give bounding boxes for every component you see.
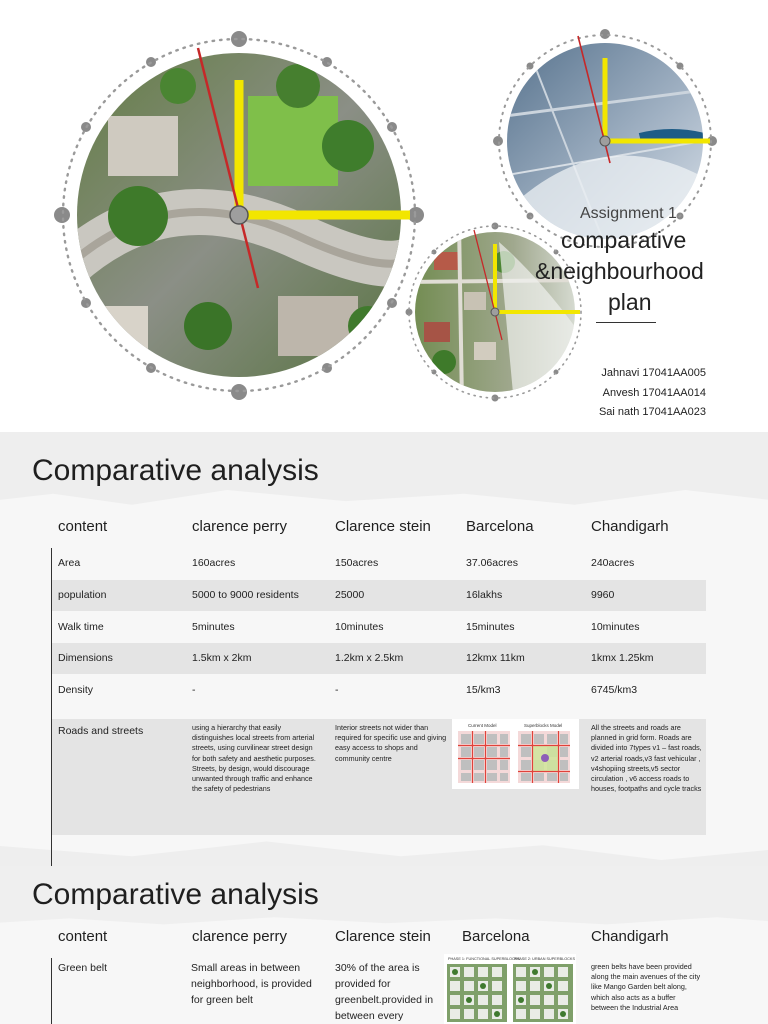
header-clarence-perry: clarence perry: [192, 518, 288, 535]
cell-chandigarh: 1kmx 1.25km: [591, 652, 654, 664]
cell-perry: 5minutes: [192, 621, 235, 633]
cell-perry: using a hierarchy that easily distinguishes local streets from arterial streets, using curvilinear street design for both safety and aesthetic purposes. Streets, by design, would discourage unwanted through traffic and enhance the safety of pedestrians: [192, 723, 316, 794]
comparative-slide-1: [0, 432, 768, 866]
author-3: Sai nath 17041AA023: [598, 406, 706, 418]
barcelona-model-right: Superblocks Model: [524, 723, 563, 728]
cell-perry: 160acres: [192, 557, 236, 569]
header-clarence-perry: clarence perry: [192, 928, 288, 945]
row-label: Walk time: [58, 621, 104, 633]
row-label: Roads and streets: [58, 725, 144, 737]
header-barcelona: Barcelona: [466, 518, 534, 535]
superblocks-diagram: [452, 719, 579, 789]
cell-stein: 30% of the area is provided for greenbelt.provided in between every: [335, 962, 434, 1022]
cell-chandigarh: 10minutes: [591, 621, 640, 633]
cell-stein: Interior streets not wider than required for specific use and giving easy access to shops and community centre: [335, 723, 447, 763]
table-left-rule: [51, 958, 52, 1024]
slide-title: Comparative analysis: [32, 878, 319, 911]
cell-barcelona: 37.06acres: [466, 557, 518, 569]
table-row: [52, 643, 706, 674]
cell-barcelona: 16lakhs: [466, 589, 503, 601]
header-clarence-stein: Clarence stein: [335, 518, 431, 535]
row-label: Density: [58, 684, 94, 696]
cell-barcelona: 15/km3: [466, 684, 501, 696]
green-superblocks-diagram: [444, 954, 576, 1024]
large-aerial-clock: [48, 26, 430, 408]
cell-stein: 150acres: [335, 557, 379, 569]
barcelona-phase-2: PHASE 2: URBAN SUPERBLOCKS: [514, 957, 575, 961]
header-chandigarh: Chandigarh: [591, 928, 669, 945]
header-barcelona: Barcelona: [462, 928, 530, 945]
cell-stein: 10minutes: [335, 621, 384, 633]
cover-slide: [0, 0, 768, 432]
title-line-1: comparative: [561, 227, 687, 253]
author-1: Jahnavi 17041AA005: [601, 367, 706, 379]
barcelona-phase-1: PHASE 1: FUNCTIONAL SUPERBLOCKS: [448, 957, 520, 961]
row-label: Area: [58, 557, 81, 569]
row-label: Green belt: [58, 962, 108, 974]
cell-stein: -: [335, 684, 339, 696]
cell-perry: 5000 to 9000 residents: [192, 589, 299, 601]
table-row: [52, 612, 706, 643]
cell-perry: Small areas in between neighborhood, is provided for green belt: [191, 962, 312, 1006]
header-clarence-stein: Clarence stein: [335, 928, 431, 945]
cell-chandigarh: All the streets and roads are planned in grid form. Roads are divided into 7types v1 – fast roads, v2 arterial roads,v3 fast vehicular , v4shopiing streets,v5 sector circulation , v6 access roads to houses, footpaths and cycle tracks: [591, 723, 702, 794]
table-row: [52, 580, 706, 611]
cell-barcelona: 12kmx 11km: [466, 652, 525, 664]
title-underline: [596, 322, 656, 323]
cell-stein: 25000: [335, 589, 365, 601]
header-chandigarh: Chandigarh: [591, 518, 669, 535]
assignment-label: Assignment 1: [580, 205, 677, 222]
title-line-2: &neighbourhood: [535, 258, 704, 284]
barcelona-model-left: Current Model: [468, 723, 497, 728]
cell-perry: 1.5km x 2km: [192, 652, 252, 664]
cell-chandigarh: 240acres: [591, 557, 635, 569]
header-content: content: [58, 928, 108, 945]
cell-stein: 1.2km x 2.5km: [335, 652, 404, 664]
suburb-aerial-clock: [404, 222, 586, 404]
table-row: [52, 675, 706, 706]
table-row: [52, 548, 706, 579]
cell-perry: -: [192, 684, 196, 696]
cell-chandigarh: 6745/km3: [591, 684, 638, 696]
header-content: content: [58, 518, 108, 535]
cell-chandigarh: green belts have been provided along the main avenues of the city like Mango Garden belt along, which also acts as a buffer between the Industrial Area: [591, 962, 701, 1012]
comparative-slide-2: [0, 866, 768, 1024]
row-label: population: [58, 589, 107, 601]
cell-chandigarh: 9960: [591, 589, 615, 601]
table-row-roads: [52, 719, 706, 835]
author-2: Anvesh 17041AA014: [602, 387, 706, 399]
slide-title: Comparative analysis: [32, 454, 319, 487]
row-label: Dimensions: [58, 652, 113, 664]
title-line-3: plan: [608, 289, 652, 315]
cell-barcelona: 15minutes: [466, 621, 515, 633]
